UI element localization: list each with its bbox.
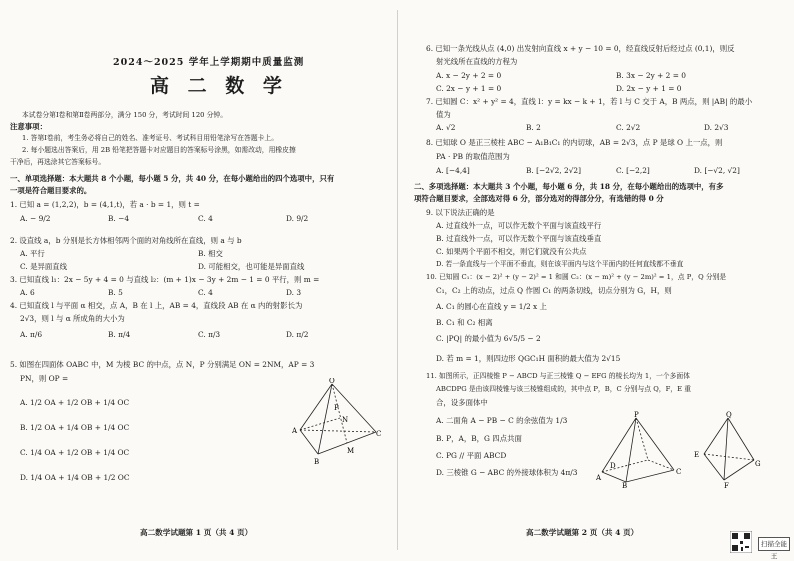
q10-option-d: D. 若 m = 1，则四边形 QGC₁H 面积的最大值为 2√15 <box>436 354 621 363</box>
q6-option-d: D. 2x − y + 1 = 0 <box>616 84 682 93</box>
section-1-heading: 一、单项选择题：本大题共 8 个小题，每小题 5 分，共 40 分，在每小题给出的四个选项中，只有 <box>10 174 335 183</box>
right-page <box>398 0 794 561</box>
exam-header: 2024～2025 学年上学期期中质量监测 <box>113 57 305 68</box>
label-m: M <box>347 447 355 455</box>
question-7-cont: 值为 <box>436 110 451 119</box>
q3-option-b: B. 5 <box>108 288 123 297</box>
intro-text: 本试卷分第Ⅰ卷和第Ⅱ卷两部分，满分 150 分，考试时间 120 分钟。 <box>22 111 228 119</box>
question-11-cont-2: 合，设多面体中 <box>436 398 488 407</box>
note-1: 1. 答第Ⅰ卷前，考生务必将自己的姓名、准考证号、考试科目用铅笔涂写在答题卡上。 <box>22 134 279 142</box>
label-g: G <box>755 460 761 468</box>
q3-option-a: A. 6 <box>20 288 35 297</box>
q4-option-c: C. π/3 <box>198 330 221 339</box>
question-3: 3. 已知直线 l₁：2x − 5y + 4 = 0 与直线 l₂：(m + 1)x − 3y + 2m − 1 = 0 平行，则 m = <box>10 275 320 284</box>
label-a: A <box>292 427 298 435</box>
q7-option-a: A. √2 <box>436 123 456 132</box>
q2-option-d: D. 可能相交，也可能是异面直线 <box>198 262 305 271</box>
q2-option-b: B. 相交 <box>198 249 223 258</box>
q4-option-d: D. π/2 <box>286 330 309 339</box>
q1-option-c: C. 4 <box>198 214 213 223</box>
q7-option-b: B. 2 <box>526 123 541 132</box>
q8-option-b: B. [−2√2, 2√2] <box>526 166 582 175</box>
question-5-cont: PN，则 OP = <box>20 374 69 383</box>
label-b: B <box>622 482 628 488</box>
tetrahedron-figure <box>292 378 382 468</box>
q2-option-a: A. 平行 <box>20 249 45 258</box>
q9-option-c: C. 如果两个平面不相交，则它们就没有公共点 <box>436 247 587 256</box>
q6-option-b: B. 3x − 2y + 2 = 0 <box>616 71 686 80</box>
q10-option-c: C. |PQ| 的最小值为 6√5/5 − 2 <box>436 334 541 343</box>
question-10-cont: C₁，C₂ 上的动点，过点 Q 作圆 C₁ 的两条切线，切点分别为 G，H，则 <box>436 286 672 295</box>
qr-code-icon <box>730 531 752 553</box>
left-footer: 高二数学试题第 1 页（共 4 页） <box>140 528 253 537</box>
section-1-heading-cont: 一项是符合题目要求的。 <box>10 186 92 195</box>
label-e: E <box>694 451 700 459</box>
q1-option-a: A. − 9/2 <box>20 214 51 223</box>
q6-option-c: C. 2x − y + 1 = 0 <box>436 84 502 93</box>
label-q: Q <box>726 411 732 419</box>
label-c: C <box>376 430 382 438</box>
q8-option-a: A. [−4,4] <box>436 166 470 175</box>
right-footer: 高二数学试题第 2 页（共 4 页） <box>526 528 639 537</box>
question-7: 7. 已知圆 C：x² + y² = 4，直线 l：y = kx − k + 1，若 l 与 C 交于 A，B 两点，则 |AB| 的最小 <box>426 97 753 106</box>
q7-option-d: D. 2√3 <box>704 123 729 132</box>
q6-option-a: A. x − 2y + 2 = 0 <box>436 71 502 80</box>
q5-option-a: A. 1/2 OA + 1/2 OB + 1/4 OC <box>20 398 130 407</box>
label-f: F <box>724 482 729 488</box>
q4-option-a: A. π/6 <box>20 330 43 339</box>
page-title: 高 二 数 学 <box>150 75 288 97</box>
label-o: O <box>329 378 335 385</box>
note-2: 2. 每小题选出答案后，用 2B 铅笔把答题卡对应题目的答案标号涂黑，如需改动，用橡皮擦 <box>22 146 296 154</box>
label-a: A <box>596 474 602 482</box>
label-b: B <box>314 458 320 466</box>
section-2-heading: 二、多项选择题：本大题共 3 个小题，每小题 6 分，共 18 分，在每小题给出的选项中，有多 <box>414 182 724 191</box>
q4-option-b: B. π/4 <box>108 330 131 339</box>
q8-option-c: C. [−2,2] <box>616 166 650 175</box>
q10-option-a: A. C₁ 的圆心在直线 y = 1/2 x 上 <box>436 302 547 311</box>
label-p: P <box>634 411 639 419</box>
q11-option-a: A. 二面角 A − PB − C 的余弦值为 1/3 <box>436 416 568 425</box>
q10-option-b: B. C₁ 和 C₂ 相离 <box>436 318 493 327</box>
scanner-watermark: 扫描全能王 <box>758 537 790 551</box>
question-8-cont: PA · PB 的取值范围为 <box>436 152 510 161</box>
q1-option-b: B. −4 <box>108 214 130 223</box>
square-pyramid-figure <box>596 410 684 488</box>
label-d: D <box>610 462 616 470</box>
question-2: 2. 设直线 a，b 分别是长方体相邻两个面的对角线所在直线，则 a 与 b <box>10 236 242 245</box>
question-1: 1. 已知 a = (1,2,2)，b = (4,1,t)，若 a · b = 1，则 t = <box>10 200 200 209</box>
question-10: 10. 已知圆 C₁：(x − 2)² + (y − 2)² = 1 和圆 C₂：(x − m)² + (y − 2m)² = 1，点 P，Q 分别是 <box>426 273 727 281</box>
q5-option-d: D. 1/4 OA + 1/4 OB + 1/2 OC <box>20 473 130 482</box>
question-6-cont: 射光线所在直线的方程为 <box>436 57 518 66</box>
q7-option-c: C. 2√2 <box>616 123 641 132</box>
q1-option-d: D. 9/2 <box>286 214 309 223</box>
question-4: 4. 已知直线 l 与平面 α 相交，点 A，B 在 l 上，AB = 4，直线段 AB 在 α 内的射影长为 <box>10 301 303 310</box>
question-6: 6. 已知一条光线从点 (4,0) 出发射向直线 x + y − 10 = 0，经直线反射后经过点 (0,1)，则反 <box>426 44 735 53</box>
q11-option-d: D. 三棱锥 G − ABC 的外接球体积为 4π/3 <box>436 468 578 477</box>
question-8: 8. 已知球 O 是正三棱柱 ABC − A₁B₁C₁ 的内切球，AB = 2√3，点 P 是球 O 上一点，则 <box>426 138 723 147</box>
q3-option-d: D. 3 <box>286 288 302 297</box>
question-5: 5. 如图在四面体 OABC 中，M 为棱 BC 的中点，点 N，P 分别满足 ON = 2NM，AP = 3 <box>10 360 315 369</box>
triangular-pyramid-figure <box>688 410 764 488</box>
question-11: 11. 如图所示，正四棱锥 P − ABCD 与正三棱锥 Q − EFG 的棱长均为 1，一个多面体 <box>426 372 690 380</box>
q11-option-c: C. PG // 平面 ABCD <box>436 451 507 460</box>
question-11-cont: ABCDPG 是由该四棱锥与该三棱锥组成的，其中点 P，B，C 分别与点 Q，F，E 重 <box>436 385 692 393</box>
q5-option-b: B. 1/2 OA + 1/4 OB + 1/4 OC <box>20 423 130 432</box>
q11-option-b: B. P，A，B，G 四点共面 <box>436 434 522 443</box>
q9-option-a: A. 过直线外一点，可以作无数个平面与该直线平行 <box>436 221 602 230</box>
q2-option-c: C. 是异面直线 <box>20 262 68 271</box>
q5-option-c: C. 1/4 OA + 1/2 OB + 1/4 OC <box>20 448 130 457</box>
label-p: P <box>334 404 339 412</box>
notes-title: 注意事项： <box>10 122 47 131</box>
section-2-heading-cont: 项符合题目要求，全部选对得 6 分，部分选对的得部分分，有选错的得 0 分 <box>414 194 664 203</box>
q9-option-d: D. 若一条直线与一个平面不垂直，则在该平面内与这个平面内的任何直线都不垂直 <box>436 260 684 268</box>
label-c: C <box>676 468 682 476</box>
q8-option-d: D. [−√2, √2] <box>694 166 740 175</box>
question-9: 9. 以下说法正确的是 <box>426 208 495 217</box>
question-4-cont: 2√3，则 l 与 α 所成角的大小为 <box>20 314 125 323</box>
q9-option-b: B. 过直线外一点，可以作无数个平面与该直线垂直 <box>436 234 602 243</box>
q3-option-c: C. 4 <box>198 288 213 297</box>
note-3: 干净后，再选涂其它答案标号。 <box>10 158 106 166</box>
label-n: N <box>342 416 349 424</box>
